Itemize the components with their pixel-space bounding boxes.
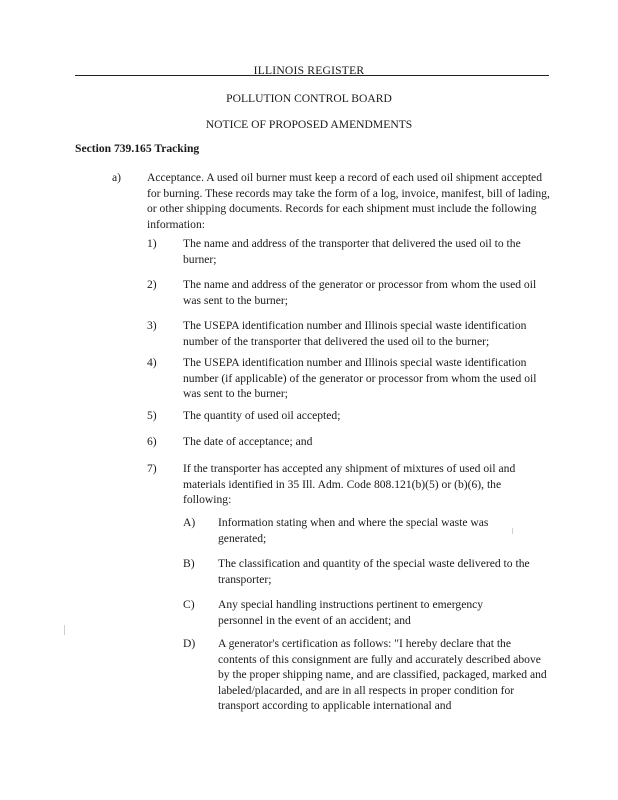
item-1-marker: 1) — [147, 237, 157, 250]
item-4-marker: 4) — [147, 356, 157, 369]
subitem-b-marker: B) — [183, 557, 195, 570]
item-6-marker: 6) — [147, 435, 157, 448]
item-7-text: If the transporter has accepted any shipment of mixtures of used oil and materials identified in 35 Ill. Adm. Code 808.121(b)(5) or (b)(6), the following: — [183, 462, 516, 506]
register-title: ILLINOIS REGISTER — [253, 64, 365, 77]
subitem-a-text: Information stating when and where the special waste was generated; — [218, 516, 489, 545]
item-4-text: The USEPA identification number and Illinois special waste identification number (if applicable) of the generator or processor from whom the used oil was sent to the burner; — [183, 356, 537, 400]
scan-artifact — [512, 528, 513, 534]
item-2-marker: 2) — [147, 278, 157, 291]
subsection-a-text: Acceptance. A used oil burner must keep a record of each used oil shipment accepted for burning. These records may take the form of a log, invoice, manifest, bill of lading, or other shipping documents. Records for each shipment must include the following information: — [147, 171, 550, 231]
item-5-text: The quantity of used oil accepted; — [183, 409, 341, 422]
agency-name: POLLUTION CONTROL BOARD — [226, 92, 392, 105]
item-3-text: The USEPA identification number and Illinois special waste identification number of the transporter that delivered the used oil to the burner; — [183, 319, 527, 348]
item-7-marker: 7) — [147, 462, 157, 475]
item-3-marker: 3) — [147, 319, 157, 332]
item-5-marker: 5) — [147, 409, 157, 422]
subsection-a-marker: a) — [112, 171, 122, 184]
item-2-text: The name and address of the generator or processor from whom the used oil was sent to the burner; — [183, 278, 537, 307]
item-1-text: The name and address of the transporter that delivered the used oil to the burner; — [183, 237, 521, 266]
scan-artifact — [64, 625, 65, 635]
subitem-c-text: Any special handling instructions pertinent to emergency personnel in the event of an accident; and — [218, 598, 484, 627]
subitem-d-text: A generator's certification as follows: "I hereby declare that the contents of this consignment are fully and accurately described above by the proper shipping name, and are classified, packaged, marked and labeled/placarded, and are in all respects in proper condition for transport according to applicable international and — [218, 637, 547, 712]
subitem-c-marker: C) — [183, 598, 195, 611]
section-heading: Section 739.165 Tracking — [75, 142, 200, 155]
header-rule — [75, 75, 549, 76]
subitem-b-text: The classification and quantity of the special waste delivered to the transporter; — [218, 557, 530, 586]
notice-title: NOTICE OF PROPOSED AMENDMENTS — [205, 118, 413, 131]
subitem-a-marker: A) — [183, 516, 196, 529]
item-6-text: The date of acceptance; and — [183, 435, 313, 448]
subitem-d-marker: D) — [183, 637, 196, 650]
